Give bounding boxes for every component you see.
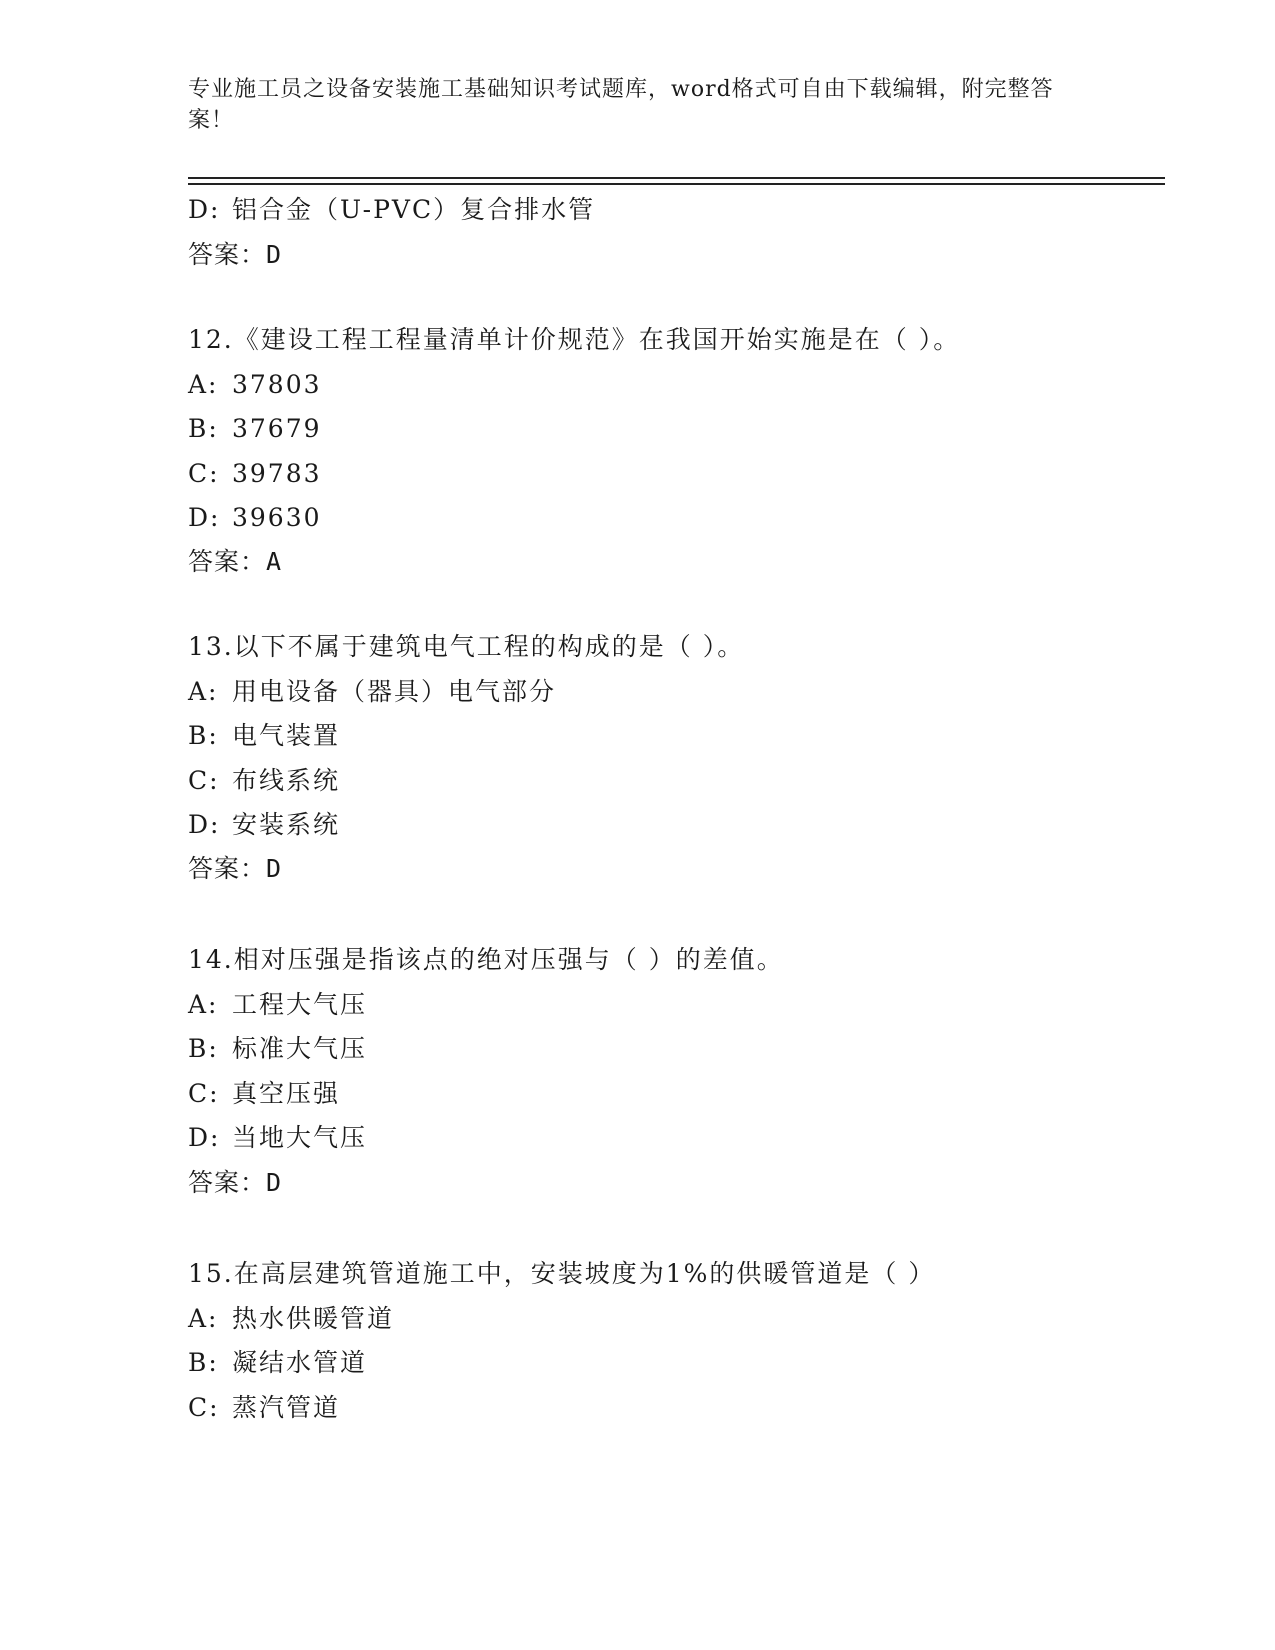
option-c — [188, 1392, 340, 1424]
option-c — [188, 765, 340, 797]
option-text: 铝合金（U-PVC）复合排水管 — [232, 195, 596, 224]
option-label: D: — [188, 503, 221, 532]
option-text: 安装系统 — [232, 810, 341, 839]
question-stem: 15.在高层建筑管道施工中，安装坡度为1%的供暖管道是（ ） — [188, 1259, 936, 1288]
option-text: 布线系统 — [232, 766, 341, 795]
option-label: B: — [188, 1034, 219, 1063]
option-text: 标准大气压 — [232, 1034, 368, 1063]
option-text: 工程大气压 — [232, 990, 368, 1019]
question-stem: 14.相对压强是指该点的绝对压强与（ ）的差值。 — [188, 945, 784, 974]
answer-line: 答案：D — [188, 240, 283, 269]
option-b — [188, 720, 340, 752]
option-b — [188, 1033, 367, 1065]
option-label: A: — [188, 370, 219, 399]
option-label: C: — [188, 1079, 220, 1108]
header-divider-double — [188, 183, 1165, 185]
question-stem: 12.《建设工程工程量清单计价规范》在我国开始实施是在（ ）。 — [188, 325, 961, 354]
option-d — [188, 1122, 367, 1154]
option-label: D: — [188, 1123, 221, 1152]
option-text: 39630 — [232, 503, 322, 532]
option-d — [188, 502, 322, 534]
option-c — [188, 458, 322, 490]
option-text: 蒸汽管道 — [232, 1393, 341, 1422]
option-d — [188, 809, 340, 841]
option-d — [188, 194, 595, 226]
answer-line: 答案：D — [188, 854, 283, 883]
option-text: 真空压强 — [232, 1079, 341, 1108]
option-a — [188, 1303, 394, 1335]
document-header: 专业施工员之设备安装施工基础知识考试题库，word格式可自由下载编辑，附完整答案！ — [188, 77, 1054, 133]
option-text: 用电设备（器具）电气部分 — [232, 677, 557, 706]
option-label: D: — [188, 195, 221, 224]
option-a — [188, 989, 367, 1021]
option-text: 热水供暖管道 — [232, 1304, 395, 1333]
answer-line: 答案：D — [188, 1168, 283, 1197]
option-label: A: — [188, 1304, 219, 1333]
option-label: A: — [188, 677, 219, 706]
option-label: C: — [188, 1393, 220, 1422]
option-text: 37803 — [232, 370, 322, 399]
option-c — [188, 1078, 340, 1110]
option-a — [188, 676, 556, 708]
question-stem: 13.以下不属于建筑电气工程的构成的是（ ）。 — [188, 632, 745, 661]
option-text: 39783 — [232, 459, 322, 488]
option-b — [188, 1347, 367, 1379]
option-label: B: — [188, 414, 219, 443]
option-text: 37679 — [232, 414, 322, 443]
option-b — [188, 413, 322, 445]
option-text: 凝结水管道 — [232, 1348, 368, 1377]
option-label: B: — [188, 1348, 219, 1377]
option-label: B: — [188, 721, 219, 750]
option-a — [188, 369, 322, 401]
option-label: C: — [188, 459, 220, 488]
option-text: 电气装置 — [232, 721, 341, 750]
option-label: D: — [188, 810, 221, 839]
answer-line: 答案：A — [188, 547, 283, 576]
option-text: 当地大气压 — [232, 1123, 368, 1152]
option-label: C: — [188, 766, 220, 795]
header-divider — [188, 177, 1165, 179]
option-label: A: — [188, 990, 219, 1019]
